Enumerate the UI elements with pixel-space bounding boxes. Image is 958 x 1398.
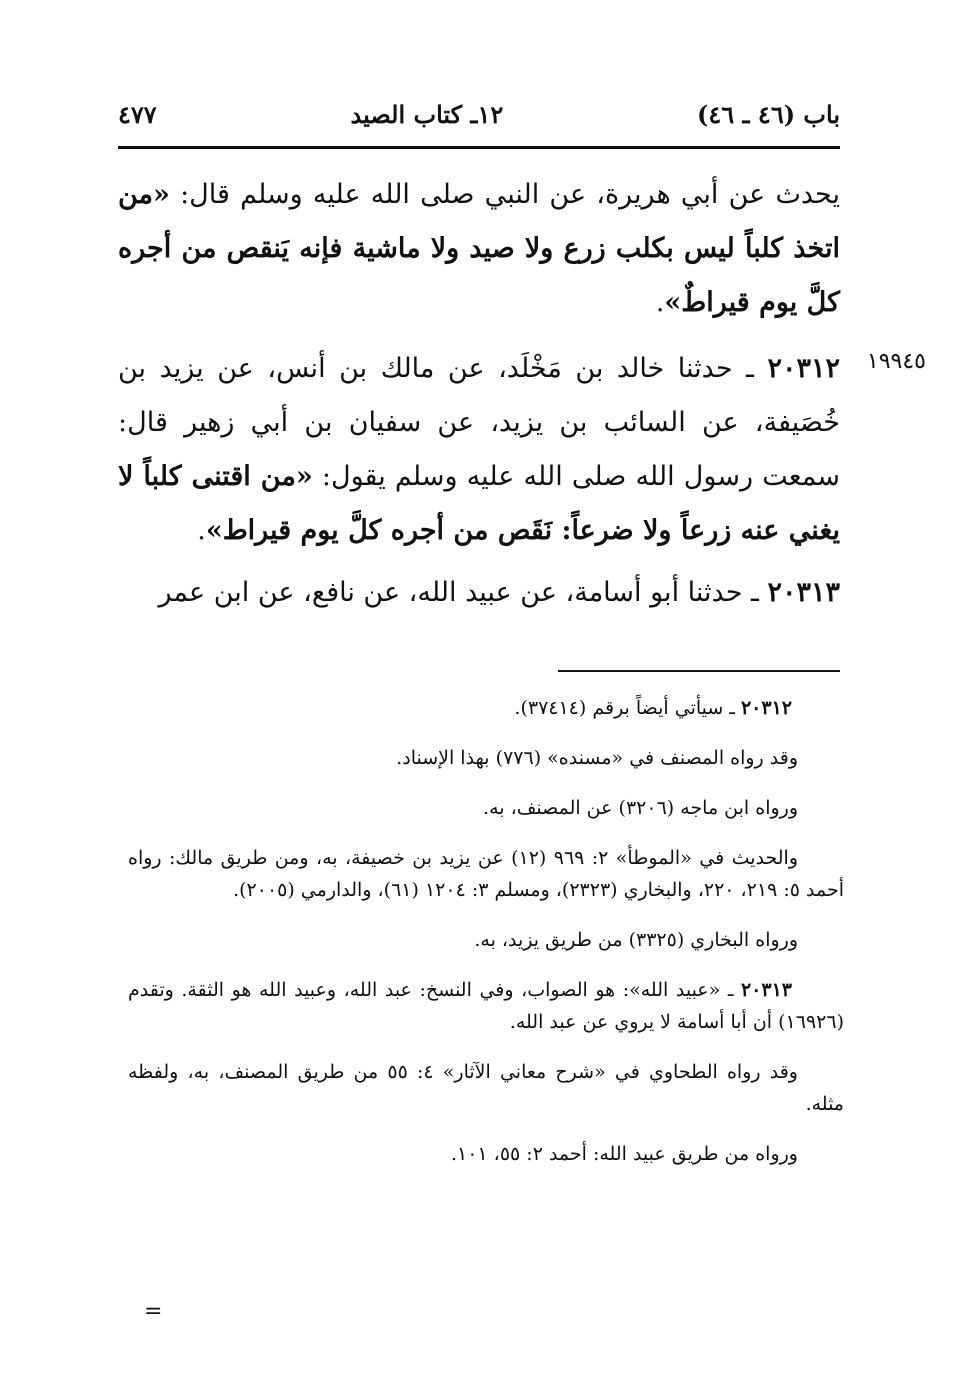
- footnote-20313: [128, 974, 844, 1038]
- footnote-20312: [128, 692, 844, 724]
- hadith-text: ـ حدثنا أبو أسامة، عن عبيد الله، عن نافع، عن ابن عمر: [158, 577, 768, 608]
- footnote-separator: [558, 670, 840, 672]
- hadith-text: ـ حدثنا خالد بن مَخْلَد، عن مالك بن أنس، عن يزيد بن خُصَيفة، عن السائب بن يزيد، عن سفيان بن أبي زهير قال: سمعت رسول الله صلى الله عليه وسلم يقول:: [118, 353, 840, 492]
- footnote-line: ورواه من طريق عبيد الله: أحمد ٢: ٥٥، ١٠١.: [450, 1143, 798, 1165]
- page-number: ٤٧٧: [118, 99, 157, 129]
- sentence-end: .: [197, 515, 206, 546]
- footnotes: [128, 692, 844, 1188]
- footnote-text: ـ «عبيد الله»: هو الصواب، وفي النسخ: عبد الله، وعبيد الله هو الثقة. وتقدم (١٦٩٢٦) أن أبا أسامة لا يروي عن عبد الله.: [128, 979, 844, 1033]
- header-rule: [118, 146, 840, 149]
- footnote-number: ٢٠٣١٢: [740, 697, 792, 719]
- footnote-line: وقد رواه الطحاوي في «شرح معاني الآثار» ٤: ٥٥ من طريق المصنف، به، ولفظه مثله.: [128, 1061, 844, 1115]
- footnote-text: ـ سيأتي أيضاً برقم (٣٧٤١٤).: [514, 697, 741, 719]
- sentence-end: .: [655, 287, 665, 318]
- footnote-line: والحديث في «الموطأ» ٢: ٩٦٩ (١٢) عن يزيد بن خصيفة، به، ومن طريق مالك: رواه أحمد ٥: ٢١٩، ٢٢٠، والبخاري (٢٣٢٣)، ومسلم ٣: ١٢٠٤ (٦١)، والدارمي (٢٠٠٥).: [128, 847, 844, 901]
- hadith-20312: [118, 342, 840, 558]
- margin-number: ١٩٩٤٥: [866, 349, 926, 374]
- hadith-quote: «من اقتنى كلباً لا يغني عنه زرعاً ولا ضرعاً: نَقَص من أجره كلَّ يوم قيراط»: [118, 461, 840, 546]
- hadith-number: ٢٠٣١٣: [767, 577, 840, 608]
- footnote-number: ٢٠٣١٣: [740, 979, 792, 1001]
- hadith-quote: «من اتخذ كلباً ليس بكلب زرع ولا صيد ولا ماشية فإنه يَنقص من أجره كلَّ يوم قيراطٌ»: [118, 179, 840, 318]
- footnote-line: ورواه البخاري (٣٣٢٥) من طريق يزيد، به.: [474, 929, 798, 951]
- footnote-line: ورواه ابن ماجه (٣٢٠٦) عن المصنف، به.: [483, 797, 798, 819]
- hadith-text: يحدث عن أبي هريرة، عن النبي صلى الله عليه وسلم قال:: [169, 179, 840, 210]
- book-title: ١٢ـ كتاب الصيد: [350, 99, 504, 129]
- chapter-label: باب (٤٦ ـ ٤٦): [697, 99, 840, 129]
- running-header: [118, 88, 840, 140]
- footnote-line: وقد رواه المصنف في «مسنده» (٧٧٦) بهذا الإسناد.: [396, 747, 798, 769]
- hadith-continuation: [118, 168, 840, 330]
- hadith-number: ٢٠٣١٢: [767, 353, 840, 384]
- continuation-mark: =: [144, 1299, 163, 1324]
- hadith-20313: [118, 566, 840, 620]
